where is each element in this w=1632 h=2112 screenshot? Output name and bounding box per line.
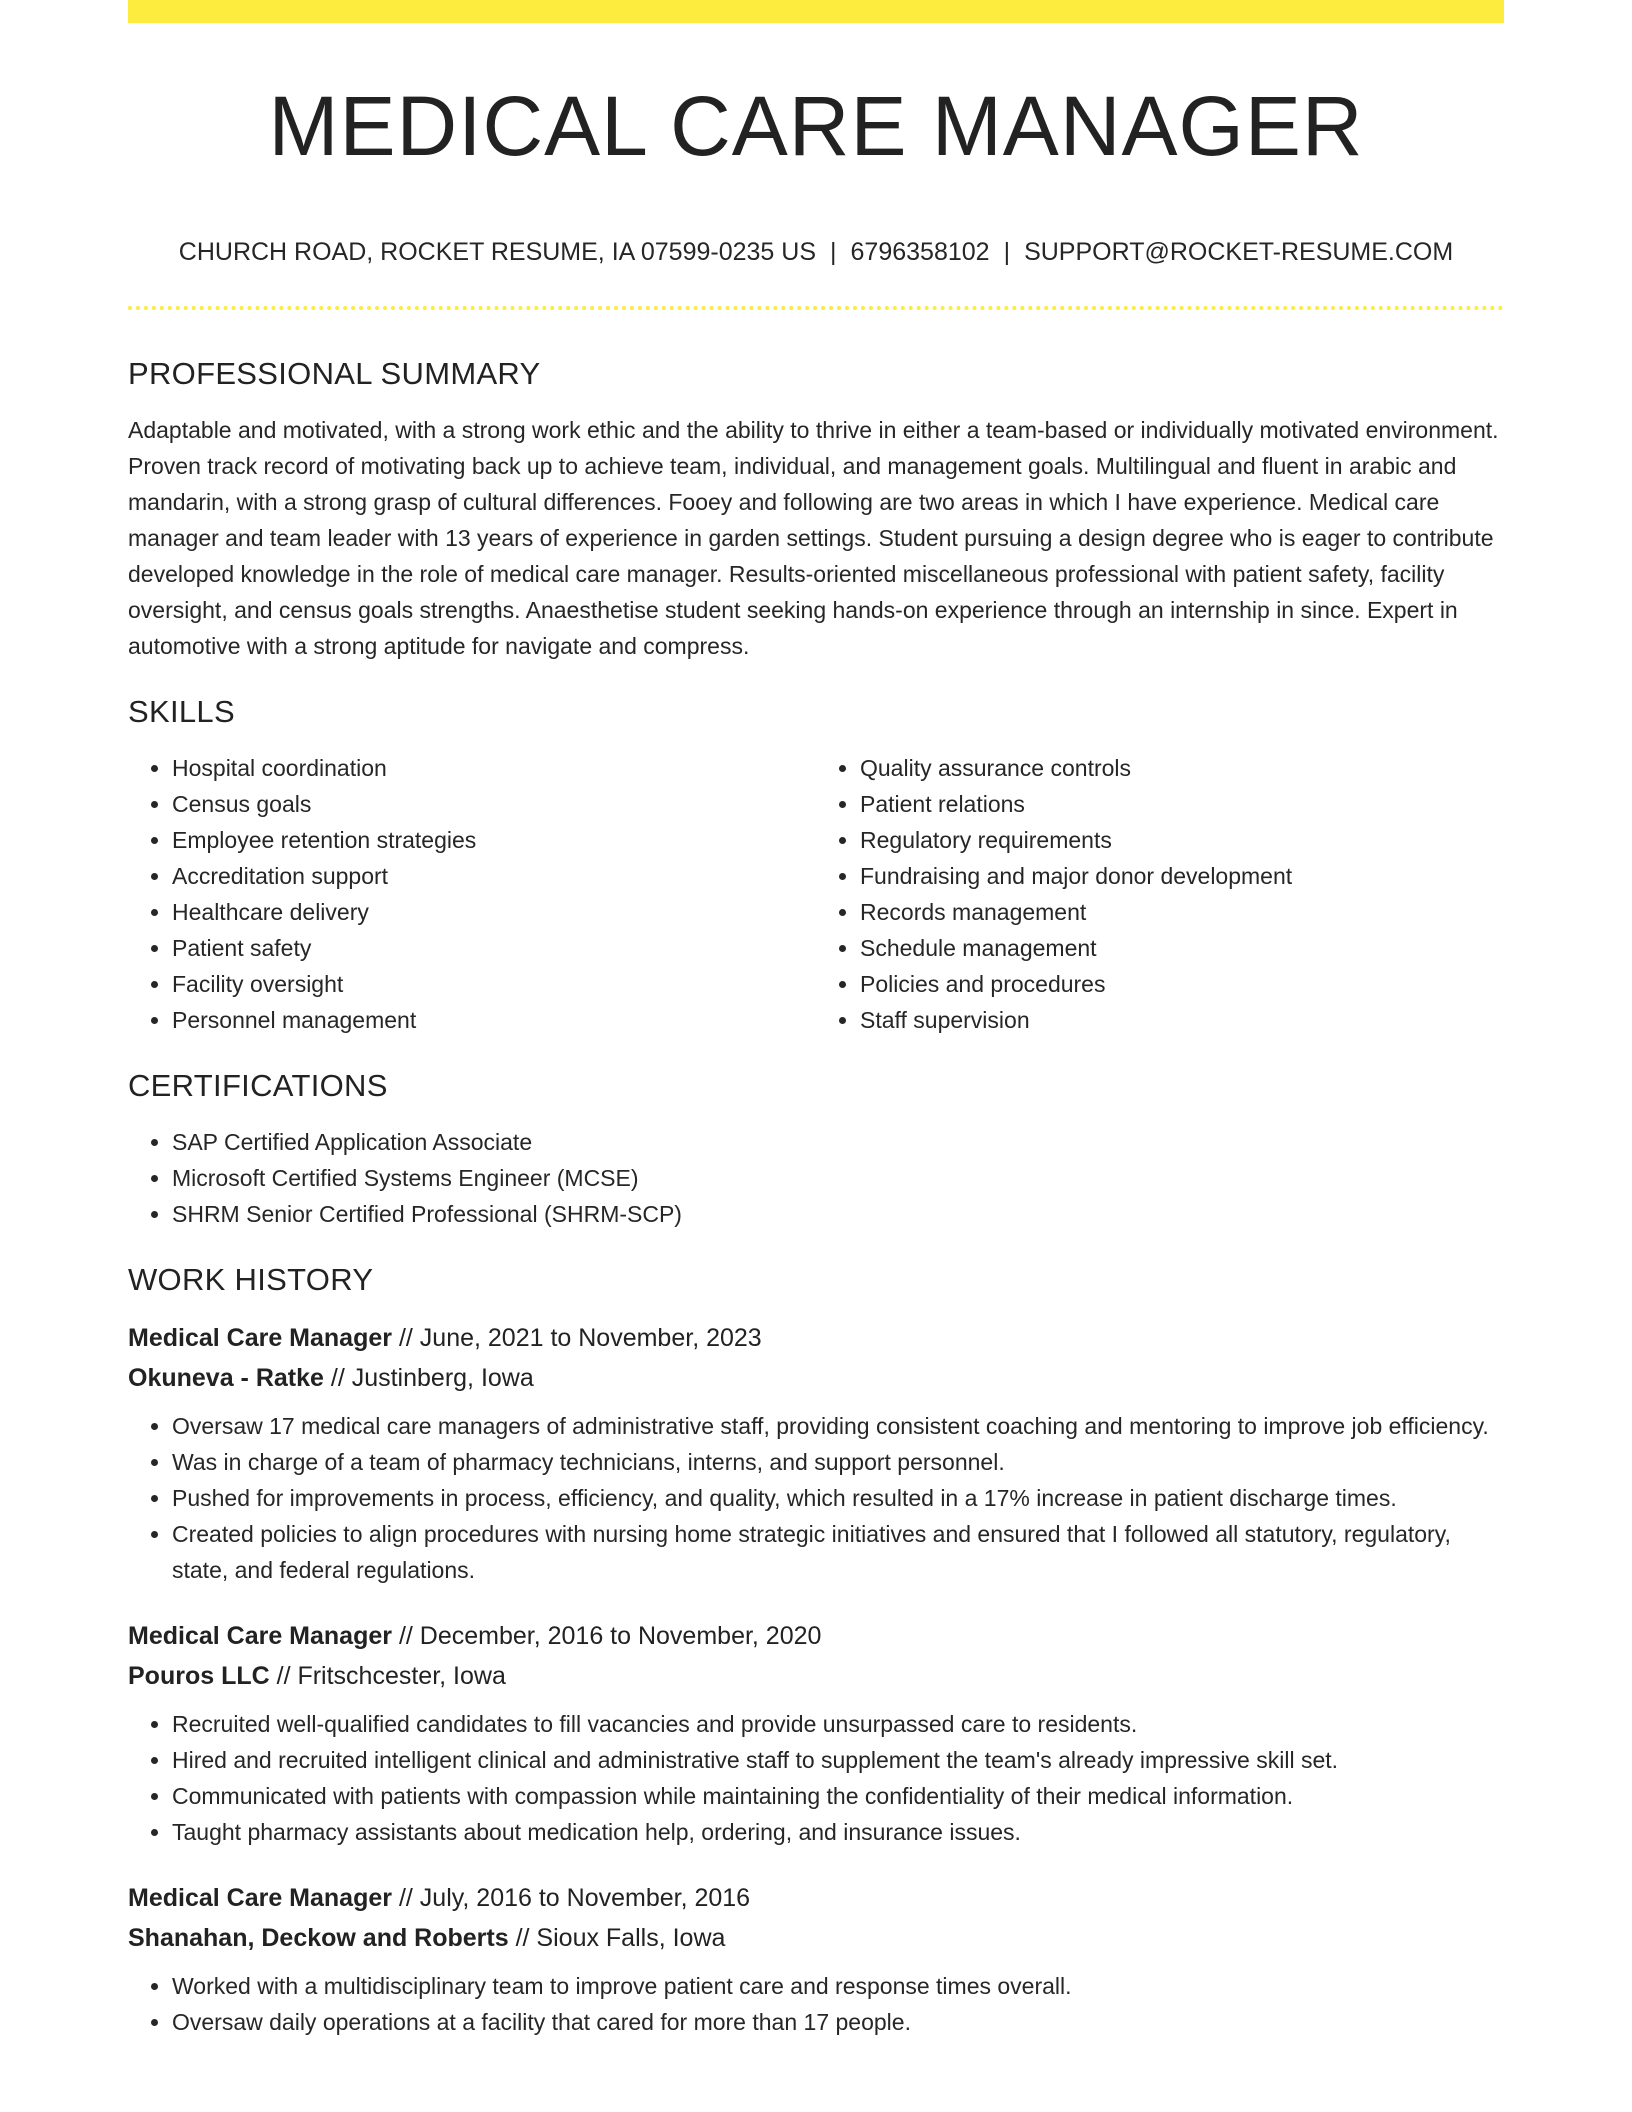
- job-bullet: • Hired and recruited intelligent clinical and administrative staff to supplement the team's already impressive skill set.: [172, 1742, 1504, 1778]
- skill-item: • Employee retention strategies: [172, 822, 816, 858]
- job-bullet: • Pushed for improvements in process, efficiency, and quality, which resulted in a 17% increase in patient discharge times.: [172, 1480, 1504, 1516]
- job-bullets: [128, 1706, 1504, 1850]
- skill-item: • Healthcare delivery: [172, 894, 816, 930]
- job-bullet: • Worked with a multidisciplinary team to improve patient care and response times overall.: [172, 1968, 1504, 2004]
- job-location: // Justinberg, Iowa: [330, 1364, 534, 1392]
- skills-left-list: [128, 750, 816, 1038]
- skill-item: • Policies and procedures: [860, 966, 1504, 1002]
- contact-address: CHURCH ROAD, ROCKET RESUME, IA 07599-0235 US: [178, 238, 817, 266]
- skills-section: [128, 694, 1504, 1038]
- job-title-line: [128, 1318, 1504, 1358]
- job-company: Pouros LLC: [128, 1662, 270, 1690]
- resume-body: [128, 356, 1504, 2068]
- certification-item: • SHRM Senior Certified Professional (SHRM-SCP): [172, 1196, 1504, 1232]
- summary-heading: PROFESSIONAL SUMMARY: [128, 356, 541, 391]
- certifications-heading: CERTIFICATIONS: [128, 1068, 388, 1103]
- page-title: MEDICAL CARE MANAGER: [268, 79, 1364, 173]
- contact-line: [128, 238, 1504, 267]
- job-company-line: [128, 1918, 1504, 1958]
- skill-item: • Patient safety: [172, 930, 816, 966]
- job-title-line: [128, 1878, 1504, 1918]
- job-bullet: • Recruited well-qualified candidates to fill vacancies and provide unsurpassed care to residents.: [172, 1706, 1504, 1742]
- job-title-line: [128, 1616, 1504, 1656]
- skill-item: • Quality assurance controls: [860, 750, 1504, 786]
- contact-separator: |: [830, 238, 837, 266]
- job-location: // Sioux Falls, Iowa: [515, 1924, 726, 1952]
- skills-heading: SKILLS: [128, 694, 235, 729]
- skill-item: • Staff supervision: [860, 1002, 1504, 1038]
- skill-item: • Schedule management: [860, 930, 1504, 966]
- summary-text: Adaptable and motivated, with a strong work ethic and the ability to thrive in either a team-based or individually motivated environment. Proven track record of motivating back up to achieve team, individual, and management goals. Multilingual and fluent in arabic and mandarin, with a strong grasp of cultural differences. Fooey and following are two areas in which I have experience. Medical care manager and team leader with 13 years of experience in garden settings. Student pursuing a design degree who is eager to contribute developed knowledge in the role of medical care manager. Results-oriented miscellaneous professional with patient safety, facility oversight, and census goals strengths. Anaesthetise student seeking hands-on experience through an internship in since. Expert in automotive with a strong aptitude for navigate and compress.: [128, 417, 1499, 659]
- skill-item: • Regulatory requirements: [860, 822, 1504, 858]
- job-entry: [128, 1616, 1504, 1850]
- job-company-line: [128, 1358, 1504, 1398]
- contact-phone: 6796358102: [850, 238, 990, 266]
- job-bullets: [128, 1408, 1504, 1588]
- job-bullet: • Was in charge of a team of pharmacy technicians, interns, and support personnel.: [172, 1444, 1504, 1480]
- skill-item: • Fundraising and major donor development: [860, 858, 1504, 894]
- job-bullet: • Taught pharmacy assistants about medication help, ordering, and insurance issues.: [172, 1814, 1504, 1850]
- certifications-list: [128, 1124, 1504, 1232]
- accent-top-bar: [128, 0, 1504, 23]
- job-bullet: • Oversaw 17 medical care managers of administrative staff, providing consistent coaching and mentoring to improve job efficiency.: [172, 1408, 1504, 1444]
- skill-item: • Patient relations: [860, 786, 1504, 822]
- contact-separator: |: [1003, 238, 1011, 266]
- job-title: Medical Care Manager: [128, 1622, 392, 1650]
- skill-item: • Facility oversight: [172, 966, 816, 1002]
- job-title: Medical Care Manager: [128, 1324, 392, 1352]
- job-title: Medical Care Manager: [128, 1884, 392, 1912]
- skill-item: • Records management: [860, 894, 1504, 930]
- skills-right-list: [816, 750, 1504, 1038]
- certification-item: • SAP Certified Application Associate: [172, 1124, 1504, 1160]
- job-entry: [128, 1878, 1504, 2040]
- work-history-heading: WORK HISTORY: [128, 1262, 374, 1297]
- job-location: // Fritschcester, Iowa: [276, 1662, 506, 1690]
- job-bullet: • Communicated with patients with compassion while maintaining the confidentiality of their medical information.: [172, 1778, 1504, 1814]
- skill-item: • Accreditation support: [172, 858, 816, 894]
- skill-item: • Hospital coordination: [172, 750, 816, 786]
- work-history-section: [128, 1262, 1504, 2040]
- skill-item: • Census goals: [172, 786, 816, 822]
- job-bullet: • Oversaw daily operations at a facility that cared for more than 17 people.: [172, 2004, 1504, 2040]
- job-dates: // December, 2016 to November, 2020: [398, 1622, 822, 1650]
- job-company: Okuneva - Ratke: [128, 1364, 324, 1392]
- job-company-line: [128, 1656, 1504, 1696]
- job-bullet: • Created policies to align procedures with nursing home strategic initiatives and ensured that I followed all statutory, regulatory, state, and federal regulations.: [172, 1516, 1504, 1588]
- certifications-section: [128, 1068, 1504, 1232]
- contact-email: SUPPORT@ROCKET-RESUME.COM: [1024, 238, 1454, 266]
- job-entry: [128, 1318, 1504, 1588]
- job-company: Shanahan, Deckow and Roberts: [128, 1924, 509, 1952]
- summary-section: [128, 356, 1504, 664]
- skills-columns: [128, 750, 1504, 1038]
- job-dates: // June, 2021 to November, 2023: [398, 1324, 762, 1352]
- job-dates: // July, 2016 to November, 2016: [398, 1884, 751, 1912]
- dotted-divider: [128, 306, 1504, 310]
- certification-item: • Microsoft Certified Systems Engineer (MCSE): [172, 1160, 1504, 1196]
- skill-item: • Personnel management: [172, 1002, 816, 1038]
- job-bullets: [128, 1968, 1504, 2040]
